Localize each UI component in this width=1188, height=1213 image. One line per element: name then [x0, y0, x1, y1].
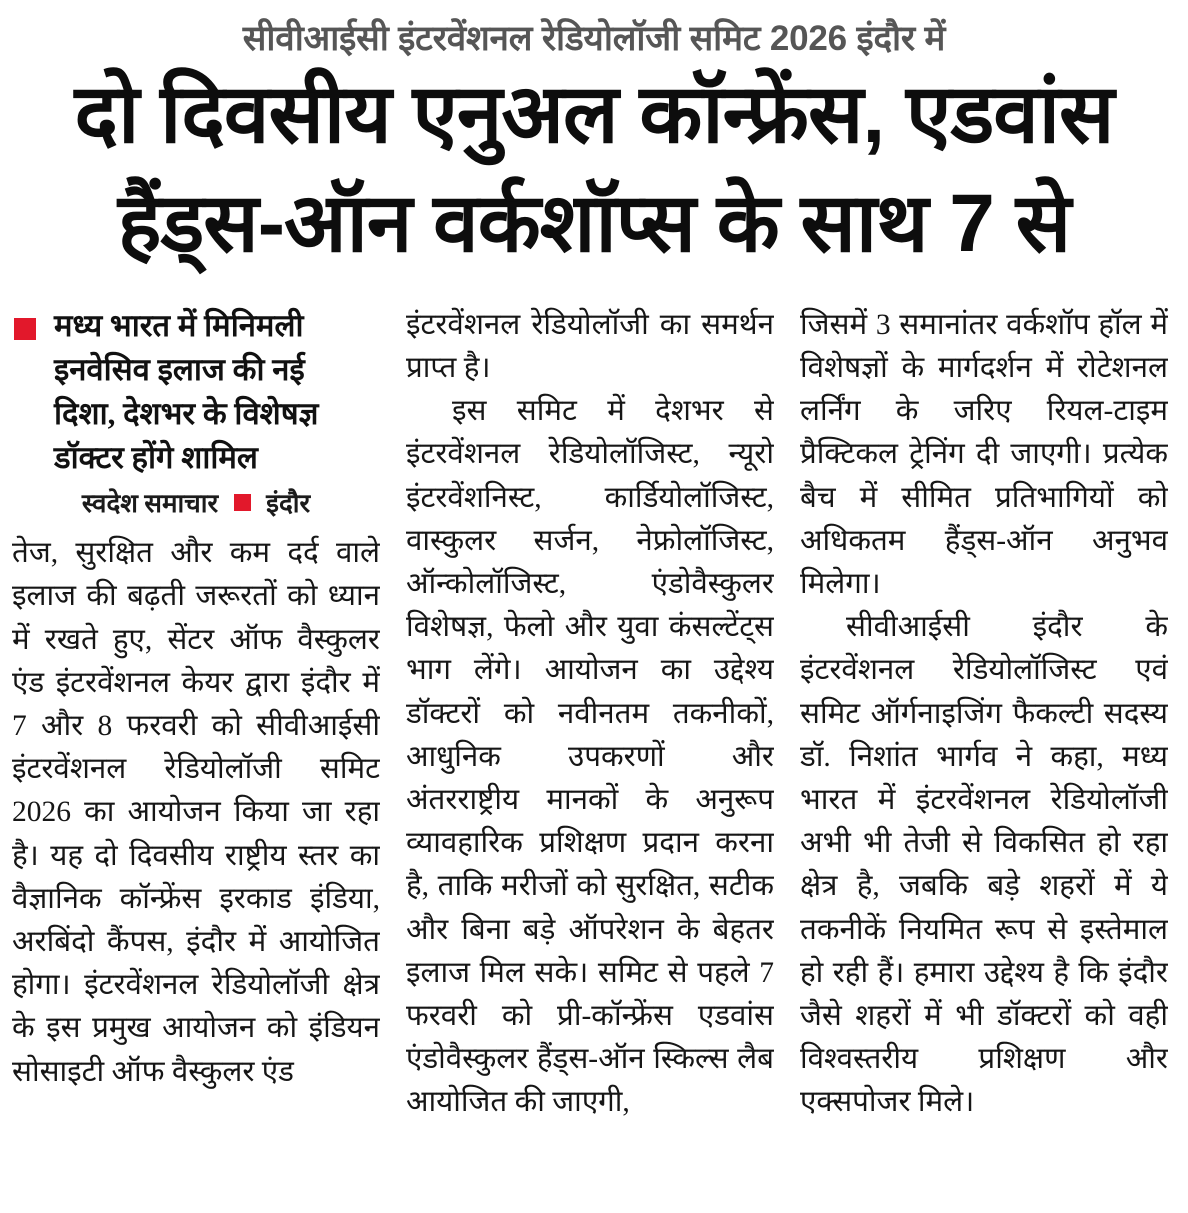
column-middle [406, 304, 774, 1152]
subhead-line-4: डॉक्टर होंगे शामिल [54, 439, 258, 475]
byline-source: स्वदेश समाचार [81, 488, 219, 518]
article-headline [12, 61, 1176, 277]
article-columns [12, 304, 1176, 1152]
subhead-line-1 [12, 304, 380, 348]
byline-place: इंदौर [266, 488, 311, 518]
paragraph: तेज, सुरक्षित और कम दर्द वाले इलाज की बढ़ती जरूरतों को ध्यान में रखते हुए, सेंटर ऑफ वैस्कुलर एंड इंटरवेंशनल केयर द्वारा इंदौर में 7 और 8 फरवरी को सीवीआईसी इंटरवेंशनल रेडियोलॉजी समिट 2026 का आयोजन किया जा रहा है। यह दो दिवसीय राष्ट्रीय स्तर का वैज्ञानिक कॉन्फ्रेंस इरकाड इंडिया, अरबिंदो कैंपस, इंदौर में आयोजित होगा। इंटरवेंशनल रेडियोलॉजी क्षेत्र के इस प्रमुख आयोजन को इंडियन सोसाइटी ऑफ वैस्कुलर एंड [12, 537, 380, 1088]
red-square-bullet-icon [14, 318, 36, 340]
headline-line-2: हैंड्स-ऑन वर्कशॉप्स के साथ 7 से [117, 177, 1071, 269]
paragraph: इस समिट में देशभर से इंटरवेंशनल रेडियोलॉजिस्ट, न्यूरो इंटरवेंशनिस्ट, कार्डियोलॉजिस्ट, वास्कुलर सर्जन, नेफ्रोलॉजिस्ट, ऑन्कोलॉजिस्ट, एंडोवैस्कुलर विशेषज्ञ, फेलो और युवा कंसल्टेंट्स भाग लेंगे। आयोजन का उद्देश्य डॉक्टरों को नवीनतम तकनीकों, आधुनिक उपकरणों और अंतरराष्ट्रीय मानकों के अनुरूप व्यावहारिक प्रशिक्षण प्रदान करना है, ताकि मरीजों को सुरक्षित, सटीक और बिना बड़े ऑपरेशन के बेहतर इलाज मिल सके। समिट से पहले 7 फरवरी को प्री-कॉन्फ्रेंस एडवांस एंडोवैस्कुलर हैंड्स-ऑन स्किल्स लैब आयोजित की जाएगी, [406, 395, 774, 1119]
paragraph: सीवीआईसी इंदौर के इंटरवेंशनल रेडियोलॉजिस्ट एवं समिट ऑर्गनाइजिंग फैकल्टी सदस्य डॉ. निशांत भार्गव ने कहा, मध्य भारत में इंटरवेंशनल रेडियोलॉजी अभी भी तेजी से विकसित हो रहा क्षेत्र है, जबकि बड़े शहरों में ये तकनीकें नियमित रूप से इस्तेमाल हो रही हैं। हमारा उद्देश्य है कि इंदौर जैसे शहरों में भी डॉक्टरों को वही विश्वस्तरीय प्रशिक्षण और एक्सपोजर मिले। [800, 611, 1168, 1119]
paragraph: इंटरवेंशनल रेडियोलॉजी का समर्थन प्राप्त है। [406, 308, 774, 384]
subhead-line-3: दिशा, देशभर के विशेषज्ञ [54, 395, 319, 431]
byline [12, 486, 380, 522]
paragraph: जिसमें 3 समानांतर वर्कशॉप हॉल में विशेषज्ञों के मार्गदर्शन में रोटेशनल लर्निंग के जरिए रियल-टाइम प्रैक्टिकल ट्रेनिंग दी जाएगी। प्रत्येक बैच में सीमित प्रतिभागियों को अधिकतम हैंड्स-ऑन अनुभव मिलेगा। [800, 308, 1168, 600]
red-square-separator-icon [234, 494, 251, 511]
subhead-line-1-text: मध्य भारत में मिनिमली [54, 307, 304, 343]
article-kicker: सीवीआईसी इंटरवेंशनल रेडियोलॉजी समिट 2026 इंदौर में [242, 19, 946, 58]
column-left [12, 304, 380, 1152]
column-right [800, 304, 1168, 1152]
subhead-line-2: इनवेसिव इलाज की नई [54, 351, 305, 387]
article-subhead [12, 304, 380, 480]
headline-line-1: दो दिवसीय एनुअल कॉन्फ्रेंस, एडवांस [74, 69, 1114, 161]
